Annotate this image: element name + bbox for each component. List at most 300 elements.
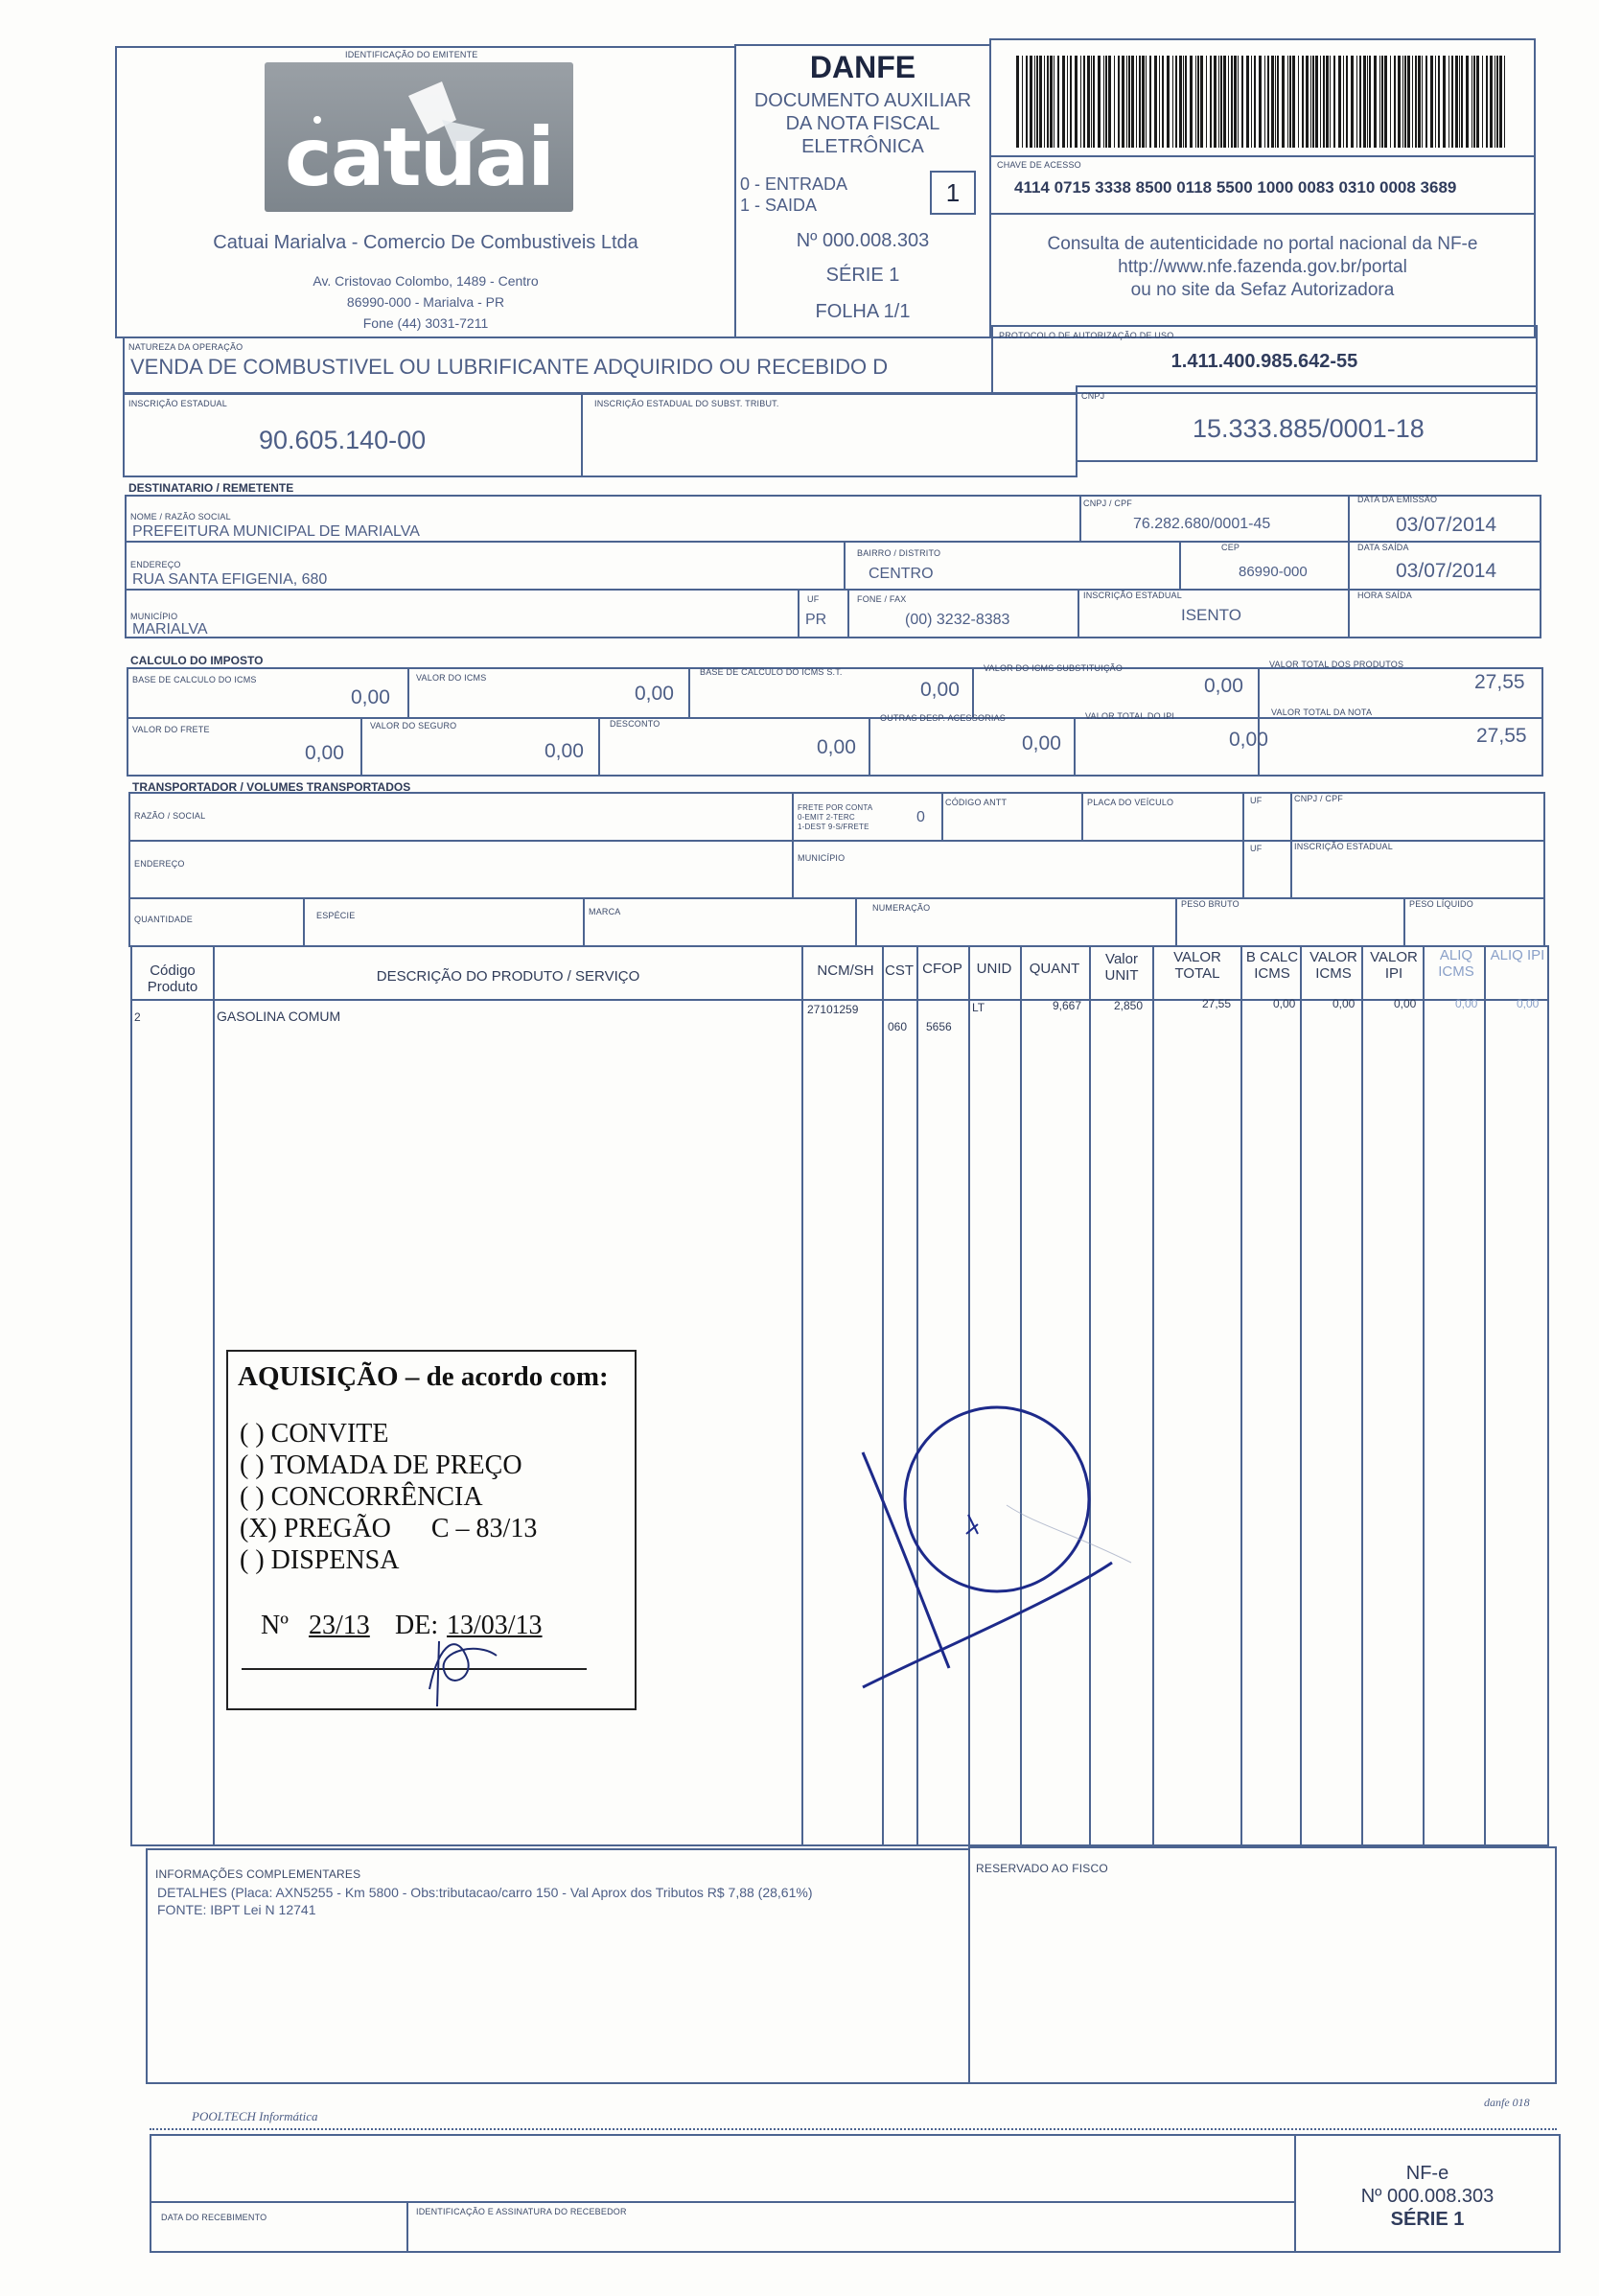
td-bcicms: 0,00 [1273,997,1296,1010]
barcode-bar [1206,56,1207,148]
td-cfop: 5656 [926,1020,952,1033]
transp-marca-label: MARCA [589,907,621,916]
barcode-bar [1075,56,1078,148]
transp-col-1 [792,792,794,897]
dest-col-line-3 [844,541,846,589]
barcode-bar [1167,56,1170,148]
barcode-bar [1490,56,1493,148]
total-nota-label: VALOR TOTAL DA NOTA [1271,707,1373,717]
initials-signature-image [410,1622,516,1708]
dest-uf-label: UF [807,594,820,604]
barcode-bar [1259,56,1262,148]
consulta-line1: Consulta de autenticidade no portal nacional da NF-e [1047,234,1478,254]
base-icms-label: BASE DE CALCULO DO ICMS [132,675,257,684]
barcode-bar [1062,56,1065,148]
frete: 0,00 [305,742,344,764]
transp-cnpj-label: CNPJ / CPF [1294,794,1344,803]
imposto-col-5 [360,717,362,777]
barcode-bar [1036,56,1038,148]
barcode-bar [1044,56,1045,148]
recebimento-divider [150,2201,1296,2203]
barcode-bar [1482,56,1483,148]
barcode-bar [1103,56,1104,148]
barcode-bar [1306,56,1309,148]
th-ncm: NCM/SH [817,962,874,979]
barcode-bar [1323,56,1325,148]
td-aipi: 0,00 [1517,997,1540,1010]
danfe-saida: 1 - SAIDA [740,196,818,215]
protocolo-label: PROTOCOLO DE AUTORIZAÇÃO DE USO [999,331,1174,340]
th-cst: CST [885,962,914,979]
barcode-bar [1343,56,1344,148]
barcode-bar [1231,56,1233,148]
natureza-value: VENDA DE COMBUSTIVEL OU LUBRIFICANTE ADQUIRIDO OU RECEBIDO D [130,355,889,379]
transp-uf2-label: UF [1250,844,1263,853]
inscricao-label: INSCRIÇÃO ESTADUAL [128,399,227,408]
dest-saida-label: DATA SAÍDA [1357,543,1409,552]
barcode-bar [1374,56,1377,148]
aquisicao-line-1: ( ) CONVITE [240,1419,389,1449]
barcode-bar [1154,56,1157,148]
transp-frete-label-1: FRETE POR CONTA [798,803,873,812]
th-codigo: Código Produto [147,962,198,995]
td-ncm: 27101259 [807,1003,859,1016]
barcode-bar [1195,56,1196,148]
barcode-bar [1175,56,1177,148]
aquisicao-line-5: ( ) DISPENSA [240,1545,400,1575]
barcode-bar [1443,56,1446,148]
danfe-subtitle-1: DOCUMENTO AUXILIAR [753,90,972,111]
barcode-bar [1022,56,1023,148]
imposto-col-8 [1074,717,1076,777]
barcode-bar [1091,56,1092,148]
emitente-phone: Fone (44) 3031-7211 [362,315,489,331]
produtos-col-line [801,945,803,1846]
dest-ie: ISENTO [1181,606,1241,624]
barcode-bar [1402,56,1403,148]
aquisicao-line-4: (X) PREGÃO C – 83/13 [240,1514,538,1543]
transp-col-3 [1081,792,1083,840]
dest-cep-label: CEP [1221,543,1240,552]
barcode-bar [1289,56,1291,148]
barcode-bar [1093,56,1095,148]
barcode-bar [1241,56,1243,148]
produtos-col-line [1089,945,1091,1846]
produtos-col-line [1423,945,1425,1846]
danfe-title: DANFE [809,50,916,84]
barcode-bar [1264,56,1265,148]
danfe-serie: SÉRIE 1 [825,265,900,286]
imposto-col-7 [869,717,870,777]
barcode-bar [1418,56,1421,148]
barcode-bar [1504,56,1505,148]
barcode-bar [1292,56,1295,148]
dest-cnpj-label: CNPJ / CPF [1083,499,1133,508]
seguro-label: VALOR DO SEGURO [370,721,457,731]
transp-col-2 [941,792,943,840]
barcode-bar [1039,56,1042,148]
transp-col-10 [1403,897,1405,947]
barcode-bar [1067,56,1068,148]
td-vipi: 0,00 [1394,997,1417,1010]
produtos-col-line [882,945,884,1846]
barcode-bar [1108,56,1111,148]
barcode-bar [1287,56,1288,148]
desconto: 0,00 [817,736,856,758]
dest-col-line-1 [1079,495,1081,541]
barcode-bar [1346,56,1348,148]
barcode-bar [1369,56,1371,148]
barcode-bar [1459,56,1460,148]
barcode-bar [1026,56,1028,148]
valor-icms-label: VALOR DO ICMS [416,673,487,683]
inscricao-value: 90.605.140-00 [259,426,427,454]
aquisicao-de-prefix: DE: [395,1611,439,1640]
signature-seal-image [844,1400,1246,1706]
td-vtotal: 27,55 [1202,997,1232,1010]
transp-col-7 [583,897,585,947]
danfe-subtitle-3: ELETRÔNICA [801,136,924,157]
base-st: 0,00 [920,679,960,701]
complementares-line1: DETALHES (Placa: AXN5255 - Km 5800 - Obs:tributacao/carro 150 - Val Aprox dos Tributos R$ 7,88 (28,61%) [157,1885,813,1900]
barcode-bar [1359,56,1361,148]
th-vunit: Valor UNIT [1104,951,1139,984]
barcode-bar [1183,56,1184,148]
aquisicao-numero: 23/13 [309,1611,370,1640]
transp-bruto-label: PESO BRUTO [1181,899,1240,909]
th-aicms: ALIQ ICMS [1438,947,1474,980]
aquisicao-title: AQUISIÇÃO – de acordo com: [238,1361,609,1392]
barcode-bar [1422,56,1423,148]
dest-col-line-5 [798,589,800,638]
barcode-bar [1486,56,1488,148]
consulta-line2: http://www.nfe.fazenda.gov.br/portal [1118,257,1407,277]
imposto-row-line [127,717,1543,719]
transp-col-8 [855,897,857,947]
barcode-bar [1315,56,1318,148]
dest-col-line-2 [1348,495,1350,638]
th-vicms: VALOR ICMS [1309,949,1357,982]
th-aipi: ALIQ IPI [1490,947,1545,963]
barcode-bar [1179,56,1182,148]
danfe-numero: Nº 000.008.303 [796,230,930,251]
barcode-bar [1425,56,1427,148]
barcode-bar [1083,56,1085,148]
cut-line [150,2128,1557,2130]
imposto-col-1 [407,667,409,719]
dest-nome: PREFEITURA MUNICIPAL DE MARIALVA [132,523,420,540]
barcode-bar [1430,56,1433,148]
barcode-bar [1136,56,1137,148]
transportador-section: TRANSPORTADOR / VOLUMES TRANSPORTADOS [132,780,411,794]
barcode-bar [1114,56,1115,148]
barcode-bar [1016,56,1019,148]
total-produtos-label: VALOR TOTAL DOS PRODUTOS [1269,660,1404,669]
barcode-bar [1146,56,1147,148]
imposto-col-2 [688,667,690,719]
produtos-col-line [1020,945,1022,1846]
valor-icms: 0,00 [635,683,674,705]
transp-municipio-label: MUNICÍPIO [798,853,846,863]
barcode-bar [1200,56,1203,148]
th-descricao: DESCRIÇÃO DO PRODUTO / SERVIÇO [376,968,640,985]
transp-ie-label: INSCRIÇÃO ESTADUAL [1294,842,1393,851]
transp-endereco-label: ENDEREÇO [134,859,185,869]
barcode-bar [1105,56,1107,148]
dest-row-line-1 [125,541,1541,543]
fisco-label: RESERVADO AO FISCO [976,1862,1108,1875]
transp-especie-label: ESPÉCIE [316,911,356,920]
logo-text: catuai [285,110,553,204]
td-quant: 9,667 [1053,999,1082,1012]
barcode-bar [1496,56,1498,148]
emitente-label: IDENTIFICAÇÃO DO EMITENTE [345,50,478,59]
barcode-bar [1254,56,1256,148]
aquisicao-line-3: ( ) CONCORRÊNCIA [240,1482,483,1512]
th-vipi: VALOR IPI [1370,949,1418,982]
barcode-bar [1412,56,1413,148]
seguro: 0,00 [545,740,584,762]
protocolo-value: 1.411.400.985.642-55 [1170,351,1358,372]
barcode-bar [1070,56,1072,148]
complementares-label: INFORMAÇÕES COMPLEMENTARES [155,1867,361,1881]
th-vtotal: VALOR TOTAL [1173,949,1221,982]
td-aicms: 0,00 [1455,997,1478,1010]
barcode-bar [1162,56,1164,148]
barcode-bar [1461,56,1463,148]
consulta-divider [989,213,1536,215]
barcode-bar [1390,56,1391,148]
subst-label: INSCRIÇÃO ESTADUAL DO SUBST. TRIBUT. [594,399,779,408]
th-bcicms: B CALC ICMS [1245,949,1299,982]
transp-antt-label: CÓDIGO ANTT [945,798,1008,807]
transp-col-6 [303,897,305,947]
barcode-bar [1275,56,1276,148]
catuai-logo [265,62,573,212]
produtos-col-line [968,945,970,1846]
cnpj-emit-label: CNPJ [1081,391,1105,401]
td-cst: 060 [888,1020,908,1033]
dest-municipio: MARIALVA [132,621,208,638]
barcode-bar [1310,56,1311,148]
barcode-bar [1142,56,1145,148]
produtos-col-line [213,945,215,1846]
barcode-bar [1190,56,1193,148]
barcode-bar [1451,56,1453,148]
complementares-box [146,1848,970,2084]
barcode-bar [1267,56,1269,148]
barcode-bar [1404,56,1406,148]
barcode-bar [1356,56,1357,148]
dest-col-line-4 [1179,541,1181,589]
dest-endereco: RUA SANTA EFIGENIA, 680 [132,571,328,588]
barcode-bar [1126,56,1127,148]
transp-frete-value: 0 [916,809,925,825]
barcode-bar [1367,56,1368,148]
barcode-bar [1214,56,1217,148]
barcode-bar [1220,56,1222,148]
barcode-bar [1047,56,1049,148]
td-codigo: 2 [134,1010,141,1024]
produtos-col-line [1300,945,1302,1846]
emitente-address-2: 86990-000 - Marialva - PR [346,294,505,310]
barcode-bar [1118,56,1120,148]
destinatario-section: DESTINATARIO / REMETENTE [128,481,294,495]
barcode-bar [1351,56,1354,148]
dest-emissao-label: DATA DA EMISSÃO [1357,495,1438,504]
th-quant: QUANT [1029,961,1080,977]
total-nota: 27,55 [1476,725,1527,747]
barcode-bar [1080,56,1081,148]
chave-value: 4114 0715 3338 8500 0118 5500 1000 0083 0310 0008 3689 [1014,178,1457,197]
transp-placa-label: PLACA DO VEÍCULO [1087,798,1174,807]
dest-hora-label: HORA SAÍDA [1357,591,1413,600]
dest-fone-label: FONE / FAX [857,594,907,604]
outras: 0,00 [1022,732,1061,754]
barcode-bar [1087,56,1090,148]
chave-divider [989,155,1536,157]
produtos-col-line [1152,945,1154,1846]
barcode-bar [1197,56,1199,148]
transp-razao-label: RAZÃO / SOCIAL [134,811,206,821]
dest-col-line-7 [1078,589,1079,638]
transp-col-9 [1175,897,1177,947]
assinatura-label: IDENTIFICAÇÃO E ASSINATURA DO RECEBEDOR [416,2207,627,2216]
dest-fone: (00) 3232-8383 [905,612,1010,628]
ipi: 0,00 [1229,729,1268,751]
nfe-label: NF-e [1405,2163,1449,2184]
barcode-bar [1476,56,1479,148]
produtos-col-line [1361,945,1363,1846]
td-vunit: 2,850 [1114,999,1144,1012]
transp-numeracao-label: NUMERAÇÃO [872,903,931,913]
barcode-bar [1131,56,1134,148]
dest-row-line-2 [125,589,1541,591]
barcode-bar [1312,56,1314,148]
dest-cnpj: 76.282.680/0001-45 [1133,516,1271,532]
barcode-bar [1407,56,1410,148]
barcode-bar [1473,56,1475,148]
danfe-entrada: 0 - ENTRADA [740,174,848,194]
barcode-bar [1277,56,1279,148]
consulta-line3: ou no site da Sefaz Autorizadora [1130,280,1395,300]
nfe-numero: Nº 000.008.303 [1360,2186,1495,2207]
danfe-code: danfe 018 [1484,2096,1530,2109]
dest-emissao: 03/07/2014 [1396,514,1497,536]
barcode-bar [1338,56,1341,148]
barcode-bar [1185,56,1187,148]
valor-st: 0,00 [1204,675,1243,697]
barcode-bar [1384,56,1387,148]
barcode-bar [1149,56,1151,148]
barcode-image [1016,56,1509,151]
barcode-bar [1128,56,1130,148]
complementares-line2: FONTE: IBPT Lei N 12741 [157,1902,316,1917]
desconto-label: DESCONTO [610,719,660,729]
natureza-label: NATUREZA DA OPERAÇÃO [128,342,243,352]
frete-label: VALOR DO FRETE [132,725,210,734]
transp-col-4 [1242,792,1244,897]
transp-frete-label-3: 1-DEST 9-S/FRETE [798,823,869,831]
barcode-bar [1448,56,1449,148]
barcode-bar [1381,56,1383,148]
dest-cep: 86990-000 [1239,564,1308,580]
th-unid: UNID [976,961,1012,977]
imposto-section: CALCULO DO IMPOSTO [130,654,264,667]
barcode-bar [1455,56,1458,148]
dest-saida: 03/07/2014 [1396,560,1497,582]
barcode-bar [1050,56,1053,148]
danfe-tipo-box [930,171,976,215]
barcode-bar [1098,56,1101,148]
barcode-bar [1379,56,1380,148]
danfe-tipo: 1 [945,178,961,207]
td-descricao: GASOLINA COMUM [217,1009,341,1024]
barcode-bar [1271,56,1274,148]
barcode-bar [1172,56,1173,148]
dest-municipio-label: MUNICÍPIO [130,612,178,621]
fisco-box [968,1846,1557,2084]
barcode-bar [1326,56,1329,148]
aquisicao-stamp [226,1350,637,1710]
dest-bairro-label: BAIRRO / DISTRITO [857,548,941,558]
barcode-bar [1238,56,1239,148]
base-icms: 0,00 [351,686,390,708]
dest-ie-label: INSCRIÇÃO ESTADUAL [1083,591,1182,600]
valor-st-label: VALOR DO ICMS SUBSTITUIÇÃO [984,663,1124,673]
cnpj-emit-value: 15.333.885/0001-18 [1193,414,1425,443]
barcode-bar [1298,56,1299,148]
barcode-bar [1122,56,1124,148]
dest-endereco-label: ENDEREÇO [130,560,181,569]
base-st-label: BASE DE CALCULO DO ICMS S.T. [700,667,843,677]
ipi-label: VALOR TOTAL DO IPI [1085,711,1175,721]
barcode-bar [1251,56,1252,148]
produtos-col-line [916,945,918,1846]
barcode-bar [1282,56,1285,148]
emitente-address-1: Av. Cristovao Colombo, 1489 - Centro [313,273,539,289]
recebimento-col-1 [406,2201,408,2253]
td-vicms: 0,00 [1332,997,1356,1010]
barcode-bar [1466,56,1469,148]
barcode-bar [1030,56,1032,148]
barcode-bar [1438,56,1440,148]
th-cfop: CFOP [922,961,962,977]
td-unid: LT [972,1001,985,1014]
emitente-name: Catuai Marialva - Comercio De Combustiveis Ltda [213,232,638,253]
barcode-bar [1415,56,1417,148]
barcode-bar [1363,56,1366,148]
transp-col-5 [1290,792,1292,897]
barcode-bar [1034,56,1035,148]
barcode-bar [1223,56,1226,148]
barcode-bar [1499,56,1502,148]
barcode-bar [1246,56,1249,148]
imposto-col-3 [972,667,974,719]
dest-nome-label: NOME / RAZÃO SOCIAL [130,512,231,522]
barcode-bar [1394,56,1396,148]
barcode-bar [1330,56,1331,148]
aquisicao-data: 13/03/13 [447,1611,543,1640]
data-recebimento-label: DATA DO RECEBIMENTO [161,2213,267,2222]
danfe-subtitle-2: DA NOTA FISCAL [785,113,940,134]
barcode-bar [1159,56,1160,148]
danfe-folha: FOLHA 1/1 [815,301,911,322]
transp-frete-label-2: 0-EMIT 2-TERC [798,813,855,822]
barcode-bar [1302,56,1304,148]
chave-label: CHAVE DE ACESSO [997,160,1081,170]
barcode-bar [1057,56,1059,148]
